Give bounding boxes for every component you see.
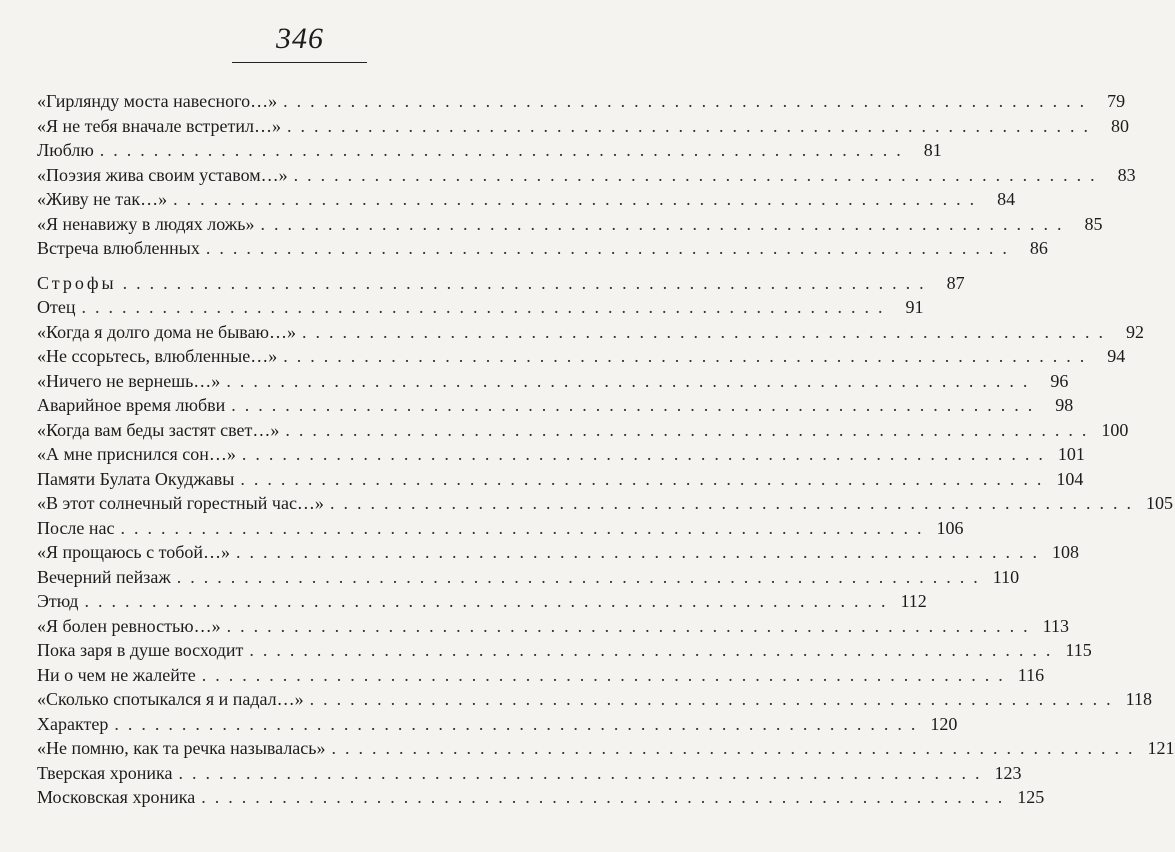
dot-leader: ............................................................ <box>231 395 1042 415</box>
toc-entry <box>37 638 1092 663</box>
toc-entry-title: «Живу не так…» <box>37 189 168 209</box>
toc-entry-title: Ни о чем не жалейте <box>37 664 196 685</box>
toc-entry-page: 110 <box>992 566 1020 587</box>
dot-leader: ............................................................ <box>293 164 1104 185</box>
dot-leader: ............................................................ <box>329 493 1140 513</box>
dot-leader: ............................................................ <box>178 762 989 783</box>
toc-entry-page: 91 <box>905 297 924 317</box>
toc-entry-title: «Я прощаюсь с тобой…» <box>37 542 231 562</box>
toc-entry-page: 94 <box>1107 346 1126 366</box>
toc-entry <box>37 687 1153 712</box>
toc-entry-page: 84 <box>997 189 1016 209</box>
toc-entry-page: 85 <box>1084 213 1103 234</box>
dot-leader: ............................................................ <box>241 444 1052 464</box>
toc-entry-page: 121 <box>1147 738 1175 758</box>
dot-leader: ............................................................ <box>286 115 1097 136</box>
toc-entry-page: 79 <box>1107 91 1126 111</box>
toc-entry-title: «В этот солнечный горестный час…» <box>37 493 324 513</box>
toc-entry <box>37 467 1084 492</box>
dot-leader: ............................................................ <box>260 213 1071 234</box>
toc-entry-page: 108 <box>1052 542 1080 562</box>
toc-entry <box>37 114 1129 139</box>
toc-entry <box>37 442 1085 467</box>
toc-entry-page: 113 <box>1042 615 1069 636</box>
dot-leader: ............................................................ <box>240 468 1051 489</box>
toc-entry-page: 104 <box>1056 468 1084 489</box>
toc-entry <box>37 663 1045 688</box>
toc-entry-page: 92 <box>1126 321 1145 342</box>
toc-entry <box>37 736 1175 761</box>
toc-entry <box>37 761 1022 786</box>
dot-leader: ............................................................ <box>201 664 1012 685</box>
toc-entry-section <box>37 271 965 296</box>
toc-entry-title: «Ничего не вернешь…» <box>37 370 221 391</box>
toc-entry-page: 98 <box>1055 395 1074 415</box>
dot-leader: ............................................................ <box>283 346 1094 366</box>
toc-entry <box>37 589 927 614</box>
toc-entry <box>37 540 1080 565</box>
dot-leader: ............................................................ <box>81 297 892 317</box>
toc-entry-page: 105 <box>1145 493 1173 513</box>
toc-entry-page: 118 <box>1125 689 1153 709</box>
dot-leader: ............................................................ <box>249 640 1060 660</box>
toc-entry-title: «Поэзия жива своим уставом…» <box>37 164 288 185</box>
toc-entry-page: 115 <box>1065 640 1092 660</box>
table-of-contents <box>37 89 1175 810</box>
toc-entry-title: «Не помню, как та речка называлась» <box>37 738 326 758</box>
toc-entry <box>37 369 1069 394</box>
toc-entry-page: 83 <box>1117 164 1136 185</box>
toc-entry-title: Строфы <box>37 272 117 293</box>
toc-entry-title: «Я не тебя вначале встретил…» <box>37 115 281 136</box>
toc-entry-title: После нас <box>37 517 115 538</box>
toc-entry-title: Аварийное время любви <box>37 395 226 415</box>
toc-entry-page: 101 <box>1057 444 1085 464</box>
toc-entry-title: Вечерний пейзаж <box>37 566 171 587</box>
toc-entry-title: «Я ненавижу в людях ложь» <box>37 213 255 234</box>
toc-entry-page: 116 <box>1017 664 1045 685</box>
dot-leader: ............................................................ <box>283 91 1094 111</box>
toc-entry-title: Памяти Булата Окуджавы <box>37 468 235 489</box>
toc-entry-title: Характер <box>37 713 109 734</box>
dot-leader: ............................................................ <box>331 738 1142 758</box>
toc-entry-page: 96 <box>1050 370 1069 391</box>
toc-entry <box>37 138 942 163</box>
toc-entry-title: Пока заря в душе восходит <box>37 640 244 660</box>
toc-entry-title: «А мне приснился сон…» <box>37 444 236 464</box>
toc-entry <box>37 89 1126 114</box>
dot-leader: ............................................................ <box>236 542 1047 562</box>
dot-leader: ............................................................ <box>84 591 895 611</box>
toc-entry-page: 86 <box>1029 238 1048 258</box>
toc-entry <box>37 565 1020 590</box>
dot-leader: ............................................................ <box>309 689 1120 709</box>
toc-entry <box>37 163 1136 188</box>
dot-leader: ............................................................ <box>114 713 925 734</box>
toc-entry-title: «Не ссорьтесь, влюбленные…» <box>37 346 278 366</box>
dot-leader: ............................................................ <box>120 517 931 538</box>
dot-leader: ............................................................ <box>99 140 910 160</box>
toc-entry-title: «Я болен ревностью…» <box>37 615 221 636</box>
dot-leader: ............................................................ <box>205 238 1016 258</box>
toc-entry-title: Тверская хроника <box>37 762 173 783</box>
toc-entry-title: «Когда я долго дома не бываю…» <box>37 321 297 342</box>
toc-entry <box>37 418 1129 443</box>
dot-leader: ............................................................ <box>122 272 933 293</box>
toc-entry-page: 81 <box>923 140 942 160</box>
dot-leader: ............................................................ <box>201 787 1012 807</box>
toc-entry <box>37 516 964 541</box>
dot-leader: ............................................................ <box>302 321 1113 342</box>
toc-entry-title: Встреча влюбленных <box>37 238 200 258</box>
header-rule <box>232 62 367 63</box>
toc-entry-title: «Гирлянду моста навесного…» <box>37 91 278 111</box>
toc-entry <box>37 393 1074 418</box>
toc-entry-page: 87 <box>946 272 965 293</box>
dot-leader: ............................................................ <box>176 566 987 587</box>
toc-entry <box>37 344 1126 369</box>
toc-entry <box>37 187 1016 212</box>
toc-entry <box>37 320 1145 345</box>
toc-entry-title: «Когда вам беды застят свет…» <box>37 419 280 440</box>
toc-entry-page: 80 <box>1110 115 1129 136</box>
toc-entry <box>37 614 1069 639</box>
toc-entry-title: Отец <box>37 297 76 317</box>
toc-entry-title: «Сколько спотыкался я и падал…» <box>37 689 304 709</box>
toc-entry <box>37 236 1048 261</box>
dot-leader: ............................................................ <box>285 419 1096 440</box>
toc-entry-title: Московская хроника <box>37 787 196 807</box>
toc-entry-page: 106 <box>936 517 964 538</box>
toc-entry <box>37 491 1173 516</box>
toc-entry <box>37 212 1103 237</box>
toc-entry-page: 112 <box>900 591 927 611</box>
toc-entry-page: 125 <box>1017 787 1045 807</box>
toc-entry-page: 120 <box>930 713 958 734</box>
toc-entry-title: Люблю <box>37 140 94 160</box>
dot-leader: ............................................................ <box>173 189 984 209</box>
toc-entry <box>37 712 958 737</box>
dot-leader: ............................................................ <box>226 615 1037 636</box>
toc-entry <box>37 295 924 320</box>
toc-entry-page: 123 <box>994 762 1022 783</box>
toc-entry <box>37 785 1045 810</box>
toc-entry-title: Этюд <box>37 591 79 611</box>
page-number: 346 <box>276 22 324 55</box>
toc-entry-page: 100 <box>1101 419 1129 440</box>
dot-leader: ............................................................ <box>226 370 1037 391</box>
